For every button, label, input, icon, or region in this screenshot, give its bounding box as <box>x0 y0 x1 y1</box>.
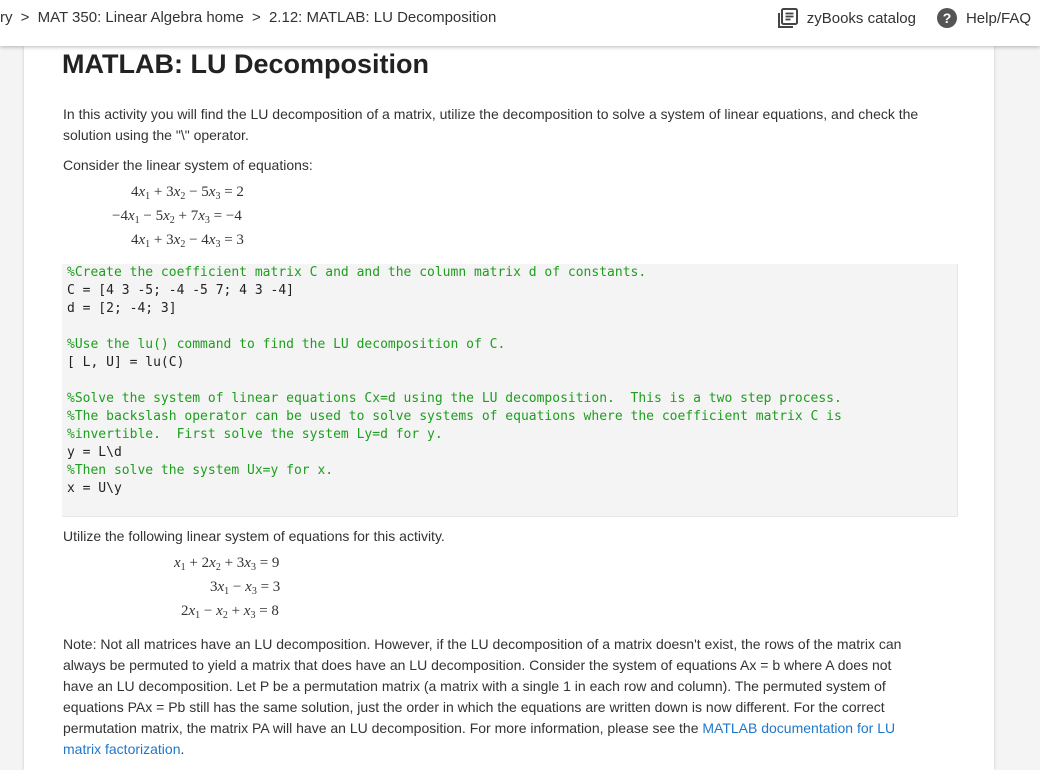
equation-2: $-4x_1 - 5x_2 + 7x_3 = -4$ <box>112 208 242 226</box>
matlab-docs-link[interactable]: MATLAB documentation for LU <box>702 720 896 736</box>
code-line: x = U\y <box>67 481 122 496</box>
help-label: Help/FAQ <box>965 9 1031 27</box>
note-line: permutation matrix, the matrix PA will have an LU decomposition. For more information, please see the <box>63 720 699 736</box>
activity-equation-1: $x_1 + 2x_2 + 3x_3 = 9$ <box>174 555 280 573</box>
breadcrumb-separator: > <box>252 9 261 26</box>
activity-equation-2: $3x_1 - x_3 = 3$ <box>210 579 281 597</box>
note-line: always be permuted to yield a matrix that does have an LU decomposition. Consider the system of equations Ax = b where A does not <box>63 657 892 673</box>
breadcrumb-separator: > <box>20 9 30 26</box>
note-line: have an LU decomposition. Let P be a permutation matrix (a matrix with a single 1 in each row and column). The permuted system of <box>63 678 886 694</box>
code-line: %Solve the system of linear equations Cx=d using the LU decomposition. This is a two step process. <box>67 391 842 406</box>
code-line: %Use the lu() command to find the LU decomposition of C. <box>67 337 506 352</box>
consider-text: Consider the linear system of equations: <box>63 157 313 173</box>
note-end: . <box>180 741 185 757</box>
intro-paragraph <box>63 104 918 146</box>
content-card <box>24 46 994 770</box>
help-faq-link[interactable] <box>936 7 1031 29</box>
note-line: Note: Not all matrices have an LU decomposition. However, if the LU decomposition of a matrix doesn't exist, the rows of the matrix can <box>63 636 902 652</box>
activity-equation-3: $2x_1 - x_2 + x_3 = 8$ <box>181 603 279 621</box>
top-nav <box>777 7 1031 29</box>
top-bar <box>0 0 1040 46</box>
code-line: [ L, U] = lu(C) <box>67 355 185 370</box>
code-line: %Create the coefficient matrix C and and the column matrix d of constants. <box>67 265 647 280</box>
question-circle-icon <box>936 7 958 29</box>
matlab-docs-link-cont[interactable]: matrix factorization <box>63 741 181 757</box>
breadcrumb-root[interactable]: ry <box>0 9 13 26</box>
breadcrumb <box>0 9 496 26</box>
equation-3: $4x_1 + 3x_2 - 4x_3 = 3$ <box>131 232 244 250</box>
note-paragraph <box>63 634 901 760</box>
code-line: %Then solve the system Ux=y for x. <box>67 463 334 478</box>
code-line: %The backslash operator can be used to solve systems of equations where the coefficient matrix C is <box>67 409 842 424</box>
equation-1: $4x_1 + 3x_2 - 5x_3 = 2$ <box>131 184 244 202</box>
note-line: equations PAx = Pb still has the same solution, just the order in which the equations are written down is now different. For the correct <box>63 699 885 715</box>
breadcrumb-home-link[interactable]: MAT 350: Linear Algebra home <box>37 9 244 26</box>
code-line: y = L\d <box>67 445 122 460</box>
matlab-code-block[interactable] <box>62 264 958 517</box>
code-line: C = [4 3 -5; -4 -5 7; 4 3 -4] <box>67 283 294 298</box>
page-title: MATLAB: LU Decomposition <box>62 49 429 79</box>
code-line: d = [2; -4; 3] <box>67 301 177 316</box>
catalog-label: zyBooks catalog <box>806 9 916 27</box>
book-list-icon <box>777 7 799 29</box>
code-line: %invertible. First solve the system Ly=d for y. <box>67 427 443 442</box>
utilize-text: Utilize the following linear system of equations for this activity. <box>63 528 445 544</box>
intro-line-2: solution using the "\" operator. <box>63 127 249 143</box>
zybooks-catalog-link[interactable] <box>777 7 916 29</box>
svg-text:?: ? <box>942 10 952 26</box>
breadcrumb-current: 2.12: MATLAB: LU Decomposition <box>268 9 497 26</box>
intro-line-1: In this activity you will find the LU decomposition of a matrix, utilize the decomposition to solve a system of linear equations, and check the <box>63 106 919 122</box>
